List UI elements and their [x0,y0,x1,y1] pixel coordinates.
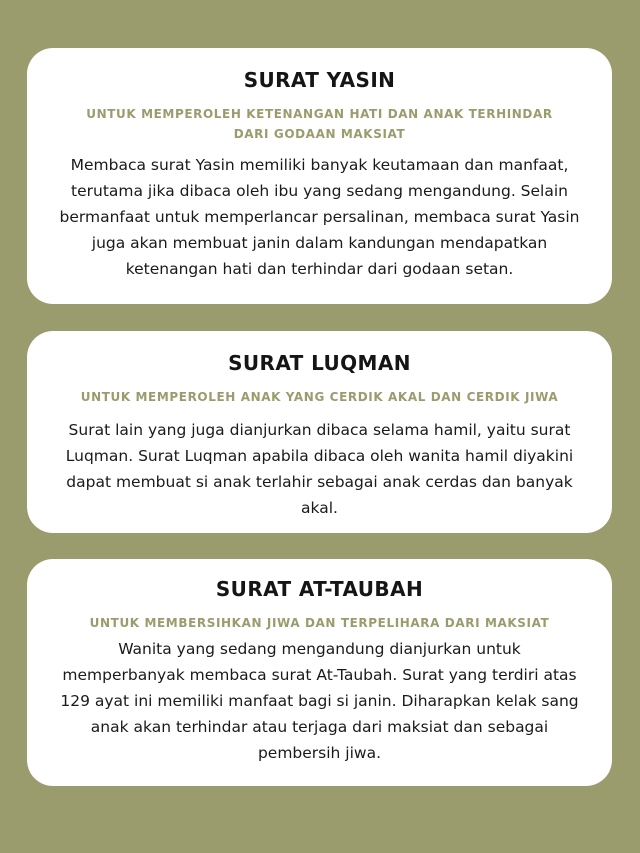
card-subtitle: UNTUK MEMPEROLEH ANAK YANG CERDIK AKAL DAN CERDIK JIWA [80,390,559,404]
card-surat-luqman [27,331,612,533]
card-subtitle: UNTUK MEMPEROLEH KETENANGAN HATI DAN ANAK TERHINDAR DARI GODAAN MAKSIAT [86,107,553,141]
card-title: SURAT LUQMAN [228,351,411,375]
card-subtitle: UNTUK MEMBERSIHKAN JIWA DAN TERPELIHARA DARI MAKSIAT [89,616,550,630]
card-title: SURAT AT-TAUBAH [215,577,424,601]
card-body: Wanita yang sedang mengandung dianjurkan untuk memperbanyak membaca surat At-Taubah. Surat yang terdiri atas 129 ayat ini memiliki manfaat bagi si janin. Diharapkan kelak sang anak akan terhindar atau terjaga dari maksiat dan sebagai pembersih jiwa. [60,640,579,762]
card-body: Surat lain yang juga dianjurkan dibaca selama hamil, yaitu surat Luqman. Surat Luqman apabila dibaca oleh wanita hamil diyakini dapat membuat si anak terlahir sebagai anak cerdas dan banyak akal. [65,421,574,517]
card-surat-yasin [27,48,612,304]
card-body: Membaca surat Yasin memiliki banyak keutamaan dan manfaat, terutama jika dibaca oleh ibu yang sedang mengandung. Selain bermanfaat untuk memperlancar persalinan, membaca surat Yasin juga akan membuat janin dalam kandungan mendapatkan ketenangan hati dan terhindar dari godaan setan. [59,156,580,278]
card-title: SURAT YASIN [243,68,396,92]
card-surat-at-taubah [27,559,612,786]
